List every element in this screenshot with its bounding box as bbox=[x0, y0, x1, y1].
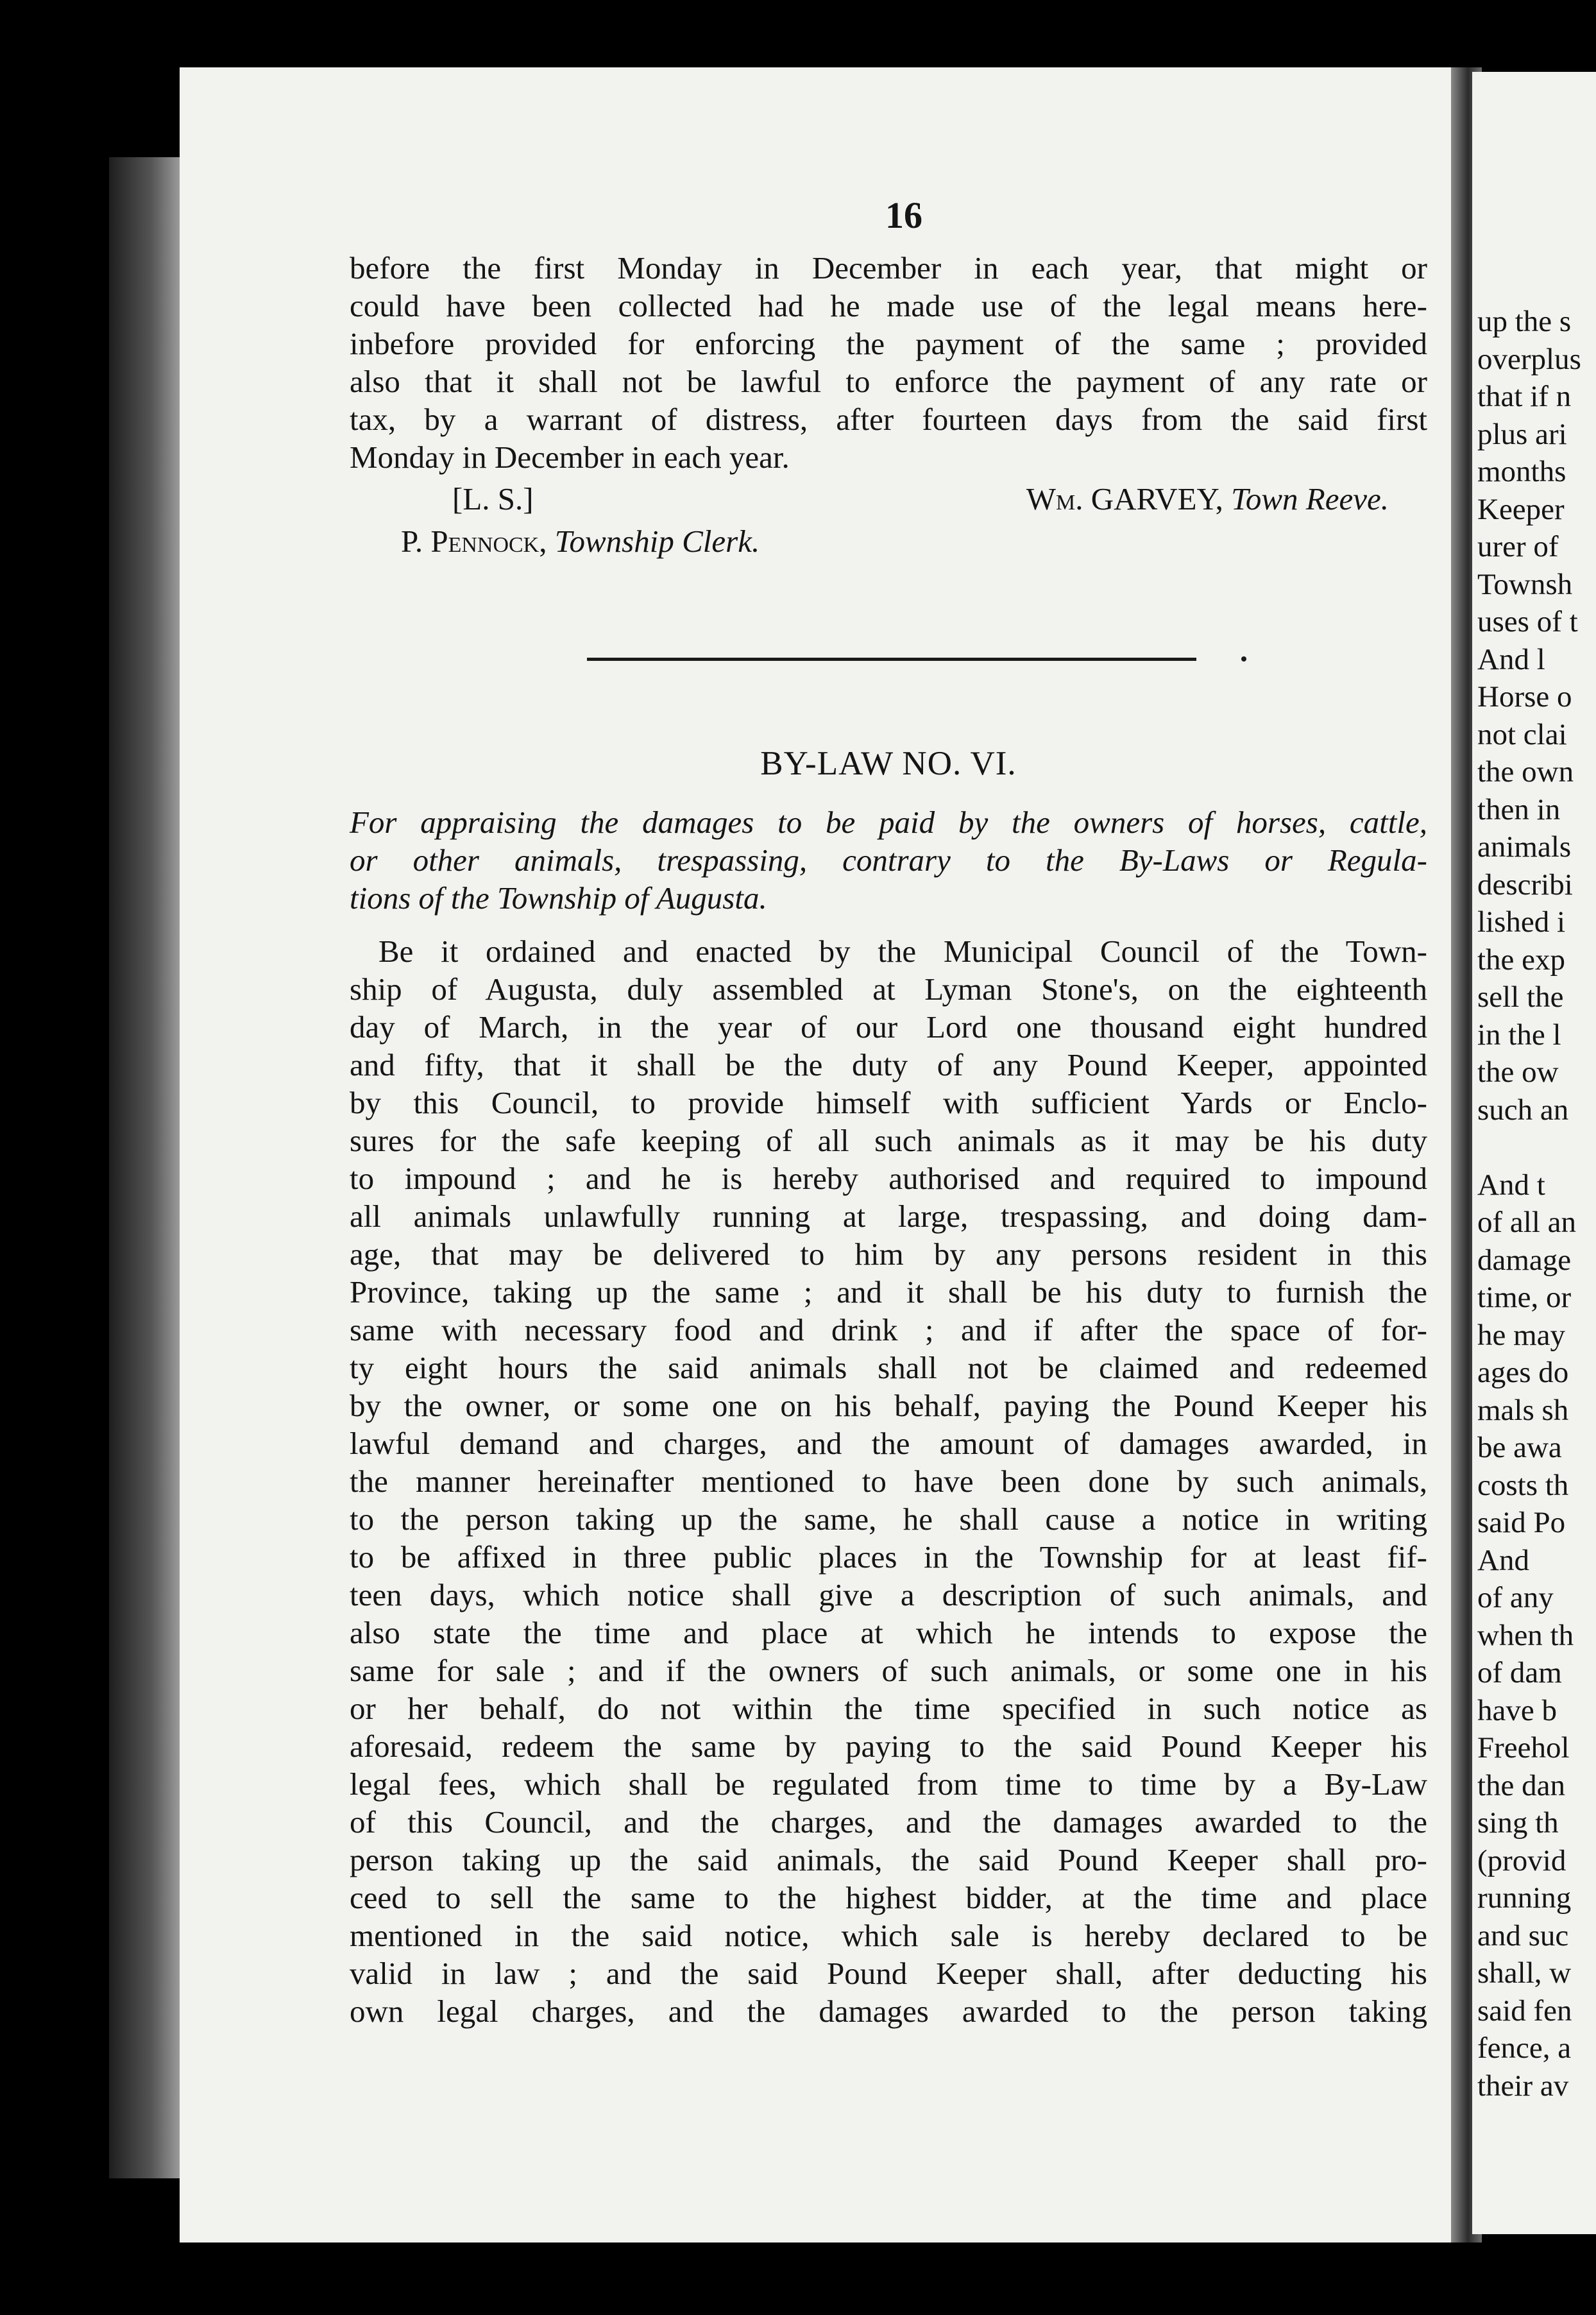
facing-line: of any bbox=[1477, 1581, 1554, 1614]
subtitle-line: For appraising the damages to be paid by the owners of horses, cattle, bbox=[350, 805, 1427, 840]
facing-line: the dan bbox=[1477, 1768, 1566, 1802]
bylaw-line: day of March, in the year of our Lord one thousand eight hundred bbox=[350, 1009, 1427, 1045]
facing-line: And bbox=[1477, 1543, 1529, 1577]
bylaw-line: ship of Augusta, duly assembled at Lyman Stone's, on the eighteenth bbox=[350, 971, 1427, 1007]
bylaw-line: teen days, which notice shall give a description of such animals, and bbox=[350, 1577, 1427, 1612]
facing-line: And l bbox=[1477, 642, 1545, 676]
facing-line: overplus bbox=[1477, 342, 1581, 376]
bylaw-heading: BY-LAW NO. VI. bbox=[760, 745, 1017, 782]
facing-page bbox=[1472, 72, 1596, 2234]
facing-line: sell the bbox=[1477, 980, 1564, 1014]
facing-line: that if n bbox=[1477, 380, 1572, 413]
facing-line: such an bbox=[1477, 1093, 1569, 1127]
divider-dot bbox=[1241, 656, 1246, 662]
facing-line: said fen bbox=[1477, 1994, 1572, 2028]
facing-line: of all an bbox=[1477, 1206, 1576, 1239]
facing-line: when th bbox=[1477, 1618, 1574, 1652]
bylaw-line: age, that may be delivered to him by any persons resident in this bbox=[350, 1236, 1427, 1272]
facing-line: up the s bbox=[1477, 305, 1572, 338]
facing-line: uses of t bbox=[1477, 605, 1578, 638]
divider-rule bbox=[587, 658, 1196, 661]
bylaw-line: also state the time and place at which he intends to expose the bbox=[350, 1615, 1427, 1650]
facing-line: be awa bbox=[1477, 1431, 1562, 1464]
facing-line: plus ari bbox=[1477, 417, 1567, 451]
text-line: could have been collected had he made use of the legal means here- bbox=[350, 288, 1427, 323]
facing-line: describi bbox=[1477, 867, 1573, 901]
facing-line: the ow bbox=[1477, 1055, 1559, 1089]
bylaw-line: of this Council, and the charges, and the damages awarded to the bbox=[350, 1804, 1427, 1840]
bylaw-line: same for sale ; and if the owners of such animals, or some one in his bbox=[350, 1653, 1427, 1688]
bylaw-line: mentioned in the said notice, which sale is hereby declared to be bbox=[350, 1918, 1427, 1953]
bylaw-line: valid in law ; and the said Pound Keeper shall, after deducting his bbox=[350, 1956, 1427, 1991]
facing-line: animals bbox=[1477, 830, 1572, 864]
signature-row bbox=[350, 480, 1427, 520]
facing-line: (provid bbox=[1477, 1843, 1566, 1877]
bylaw-line: to be affixed in three public places in the Township for at least fif- bbox=[350, 1539, 1427, 1575]
facing-line bbox=[1477, 1129, 1596, 1166]
facing-line: not clai bbox=[1477, 717, 1567, 751]
facing-line: their av bbox=[1477, 2069, 1569, 2103]
bylaw-line: to impound ; and he is hereby authorised and required to impound bbox=[350, 1161, 1427, 1196]
bylaw-line: same with necessary food and drink ; and if after the space of for- bbox=[350, 1312, 1427, 1347]
facing-line: And t bbox=[1477, 1168, 1545, 1202]
facing-line: the own bbox=[1477, 755, 1574, 789]
bylaw-line: ceed to sell the same to the highest bidder, at the time and place bbox=[350, 1880, 1427, 1915]
facing-line: running bbox=[1477, 1881, 1572, 1915]
facing-line: fence, a bbox=[1477, 2031, 1572, 2065]
bylaw-line: ty eight hours the said animals shall not be claimed and redeemed bbox=[350, 1350, 1427, 1385]
clerk-name: P. Pennock, bbox=[401, 524, 547, 559]
bylaw-line: lawful demand and charges, and the amount of damages awarded, in bbox=[350, 1426, 1427, 1461]
facing-line: he may bbox=[1477, 1318, 1566, 1352]
bylaw-line: person taking up the said animals, the said Pound Keeper shall pro- bbox=[350, 1842, 1427, 1877]
clerk-signature bbox=[401, 522, 1427, 560]
facing-line: in the l bbox=[1477, 1018, 1561, 1052]
reeve-name: Wm. GARVEY, bbox=[1026, 481, 1223, 517]
bylaw-line: own legal charges, and the damages awarded to the person taking bbox=[350, 1994, 1427, 2029]
bylaw-line: Be it ordained and enacted by the Municipal Council of the Town- bbox=[378, 934, 1427, 969]
facing-line: months bbox=[1477, 455, 1566, 488]
text-line: tax, by a warrant of distress, after fourteen days from the said first bbox=[350, 402, 1427, 437]
clerk-title: Township Clerk. bbox=[554, 524, 760, 559]
bylaw-line: all animals unlawfully running at large, trespassing, and doing dam- bbox=[350, 1199, 1427, 1234]
continuation-paragraph bbox=[350, 249, 1427, 476]
facing-line: ages do bbox=[1477, 1356, 1569, 1389]
bylaw-line: legal fees, which shall be regulated from time to time by a By-Law bbox=[350, 1766, 1427, 1802]
facing-line: damage bbox=[1477, 1243, 1572, 1277]
bylaw-line: sures for the safe keeping of all such animals as it may be his duty bbox=[350, 1123, 1427, 1158]
bylaw-line: to the person taking up the same, he shall cause a notice in writing bbox=[350, 1501, 1427, 1537]
text-line: also that it shall not be lawful to enforce the payment of any rate or bbox=[350, 364, 1427, 399]
facing-line: have b bbox=[1477, 1693, 1557, 1727]
text-line: before the first Monday in December in each year, that might or bbox=[350, 250, 1427, 286]
bylaw-line: the manner hereinafter mentioned to have been done by such animals, bbox=[350, 1464, 1427, 1499]
facing-line: and suc bbox=[1477, 1918, 1569, 1952]
facing-line: the exp bbox=[1477, 943, 1566, 977]
facing-line: costs th bbox=[1477, 1468, 1569, 1502]
facing-line: of dam bbox=[1477, 1656, 1562, 1689]
reeve-signature bbox=[1026, 480, 1389, 518]
facing-line: lished i bbox=[1477, 905, 1566, 939]
bylaw-line: aforesaid, redeem the same by paying to the said Pound Keeper his bbox=[350, 1729, 1427, 1764]
facing-line: Freehol bbox=[1477, 1731, 1570, 1764]
text-line: Monday in December in each year. bbox=[350, 440, 790, 475]
bylaw-line: Province, taking up the same ; and it shall be his duty to furnish the bbox=[350, 1274, 1427, 1310]
bylaw-subtitle bbox=[350, 803, 1427, 917]
section-divider bbox=[350, 658, 1427, 662]
facing-line: mals sh bbox=[1477, 1393, 1569, 1427]
bylaw-line: by the owner, or some one on his behalf, paying the Pound Keeper his bbox=[350, 1388, 1427, 1423]
bylaw-line: and fifty, that it shall be the duty of any Pound Keeper, appointed bbox=[350, 1047, 1427, 1082]
page-number: 16 bbox=[885, 194, 922, 236]
reeve-title: Town Reeve. bbox=[1231, 481, 1389, 517]
seal-mark: [L. S.] bbox=[452, 481, 534, 517]
facing-line: sing th bbox=[1477, 1806, 1559, 1840]
scan-border bbox=[0, 2252, 1596, 2315]
bylaw-line: by this Council, to provide himself with sufficient Yards or Enclo- bbox=[350, 1085, 1427, 1120]
bylaw-line: or her behalf, do not within the time specified in such notice as bbox=[350, 1691, 1427, 1726]
facing-line: said Po bbox=[1477, 1506, 1566, 1539]
facing-line: time, or bbox=[1477, 1281, 1572, 1314]
facing-line: Horse o bbox=[1477, 680, 1572, 713]
subtitle-line: tions of the Township of Augusta. bbox=[350, 880, 767, 916]
page-content bbox=[350, 192, 1427, 2030]
text-line: inbefore provided for enforcing the payment of the same ; provided bbox=[350, 326, 1427, 361]
facing-line: shall, w bbox=[1477, 1956, 1572, 1990]
facing-page-text bbox=[1477, 303, 1596, 2105]
bylaw-body bbox=[350, 932, 1427, 2030]
facing-line: then in bbox=[1477, 792, 1561, 826]
facing-line: Townsh bbox=[1477, 567, 1573, 601]
facing-line: urer of bbox=[1477, 530, 1559, 563]
facing-line: Keeper bbox=[1477, 492, 1565, 526]
subtitle-line: or other animals, trespassing, contrary to the By-Laws or Regula- bbox=[350, 842, 1427, 878]
